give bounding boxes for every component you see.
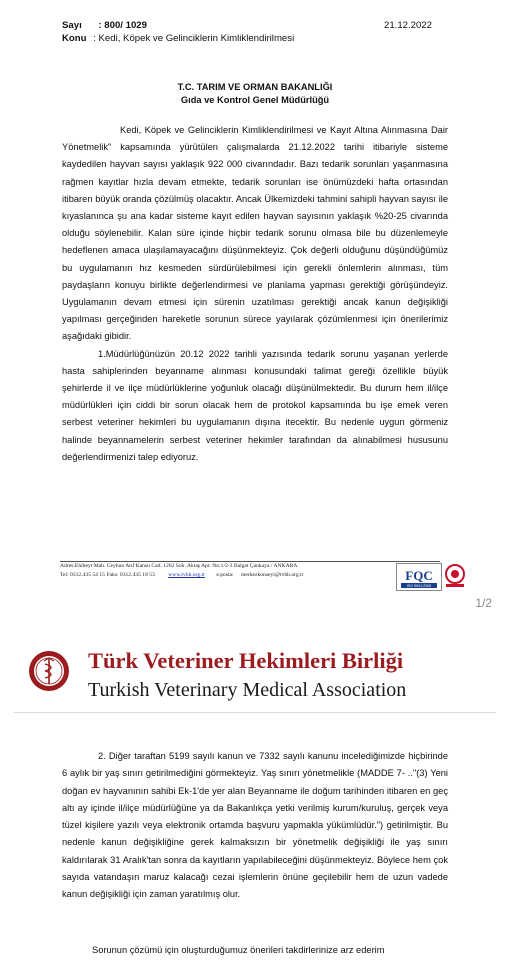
paragraph-2: 1.Müdürlüğünüzün 20.12 2022 tarihli yazısında tedarik sorunu yaşanan yerlerde hasta sahiplerinden beyanname alınması konusundaki talimat gereği özellikle büyük şehirlerde il ve ilçe müdürlüklerine yoğunluk olacağı düşünülmektedir. Bu durum hem il/ilçe müdürlükleri için ciddi bir sorun olacak hem de protokol kapsamında bu işe emek veren serbest veteriner hekimleri bu uygulamanın dışına itecektir. Bu nedenle uygun görmeniz halinde beyannamelerin serbest veteriner hekimler tarafından da alınabilmesi hususunu değerlendirmenizi talep ediyoruz. bbox=[62, 348, 448, 462]
fqc-logo-text: FQC bbox=[405, 568, 433, 583]
body-text-page2 bbox=[62, 748, 448, 904]
footer-phone-fax: Tel: 0312.435 54 15 Faks: 0312.435 18 53 bbox=[60, 572, 155, 578]
sayi-line bbox=[62, 20, 147, 31]
fqc-certification-logo bbox=[396, 563, 442, 591]
body-text-page1 bbox=[62, 122, 448, 466]
tse-logo bbox=[444, 564, 466, 588]
tvhb-emblem bbox=[28, 650, 70, 692]
footer-website-link[interactable]: www.tvhb.org.tr bbox=[168, 572, 205, 578]
konu-line bbox=[62, 33, 294, 44]
paragraph-3: 2. Diğer taraftan 5199 sayılı kanun ve 7332 sayılı kanunu incelediğimizde hiçbirinde 6 aylık bir yaş sınırı getirilmediğini görmekteyiz. Yaş sınırı yönetmelikle (MADDE 7- .."(3) Yeni doğan ev hayvanının sahibi Ek-1'de yer alan Beyanname ile doğum tarihinden itibaren en geç altı ay içinde il/ilçe müdürlüğüne ya da Bakanlıkça yetki verilmiş kurum/kuruluş, gerçek veya tüzel kişilere yazılı veya elektronik ortamda başvuru yapmakla yükümlüdür.") getirilmiştir. Bu nedenle kanun değişikliğine gerek kalmaksızın bir yönetmelik değişikliği ile yaş sınırı kaldırılarak 31 Aralık'tan sonra da kayıtların yapılabileceğini düşünmekteyiz. Böylece hem çok sayıda vatandaşın maruz kalacağı cezai işlemlerin önüne geçilebilir hem de uzun vadede kanun değişikliği için zaman yaratılmış olur. bbox=[62, 751, 448, 900]
footer-contact bbox=[60, 572, 304, 578]
footer-address: Adres:Ehibeyt Mah. Ceyhun Atıf Kansu Cad. 1262 Sok. Aktaş Apt. No:1/2-3 Balgat Çankaya / ANKARA bbox=[60, 563, 298, 569]
konu-label: Konu bbox=[62, 33, 87, 44]
closing-sentence: Sorunun çözümü için oluşturduğumuz önerileri takdirlerinize arz ederim bbox=[92, 945, 385, 955]
footer-email[interactable]: merkezkonseyi@tvhb.org.tr bbox=[241, 572, 304, 578]
paragraph-1: Kedi, Köpek ve Gelinciklerin Kimliklendirilmesi ve Kayıt Altına Alınmasına Dair Yönetmelik" kapsamında yürütülen çalışmalarda 21.12.2022 tarihi itibariyle sisteme kaydedilen hayvan sayısı yaklaşık 922 000 civarındadır. Bazı tedarik sorunları yaşanmasına rağmen kayıtlar hızla devam etmekte, tedarik sorunları ise önümüzdeki hafta ortasından itibaren büyük oranda çözülmüş olacaktır. Ancak Ülkemizdeki tahmini sahipli hayvan sayısı ile kıyaslanınca şu ana kadar sisteme kayıt edilen hayvan sayısının yaklaşık %20-25 civarında olduğu söylenebilir. Kalan süre içinde hiçbir tedarik sorunu olmasa bile bu düzenlemeyle hedeflenen amaca ulaşılamayacağını düşünmekteyiz. Çok değerli olduğunu düşündüğümüz bu uygulamanın hız kesmeden sürdürülebilmesi için gerekli önlemlerin alınması, tüm paydaşların konuyu birlikte değerlendirmesi ve planlama yapması gerektiği görüşündeyiz. Uygulamanın devam etmesi için sürenin uzatılması gerektiği ancak kanun değişikliği yapılması gerçeğinden hareketle sorunun sürece yayılarak çözümlenmesi için önerilerimiz aşağıdaki gibidir. bbox=[62, 125, 448, 342]
association-name-en: Turkish Veterinary Medical Association bbox=[88, 679, 407, 701]
sayi-value: : 800/ 1029 bbox=[98, 20, 147, 31]
konu-value: : Kedi, Köpek ve Gelinciklerin Kimliklendirilmesi bbox=[93, 33, 295, 44]
footer-divider bbox=[60, 561, 440, 562]
letterhead-divider bbox=[14, 712, 496, 713]
page-gap bbox=[0, 610, 510, 636]
page-indicator: 1/2 bbox=[475, 596, 492, 610]
association-name-tr: Türk Veteriner Hekimleri Birliği bbox=[88, 648, 404, 673]
recipient-directorate: Gıda ve Kontrol Genel Müdürlüğü bbox=[180, 95, 330, 105]
footer-email-label: e.posta: bbox=[216, 572, 234, 578]
document-date: 21.12.2022 bbox=[383, 20, 432, 31]
recipient-ministry: T.C. TARIM VE ORMAN BAKANLIĞI bbox=[177, 82, 333, 92]
fqc-logo-sub: ISO 9001:2008 bbox=[406, 584, 432, 588]
sayi-label: Sayı bbox=[62, 20, 82, 31]
